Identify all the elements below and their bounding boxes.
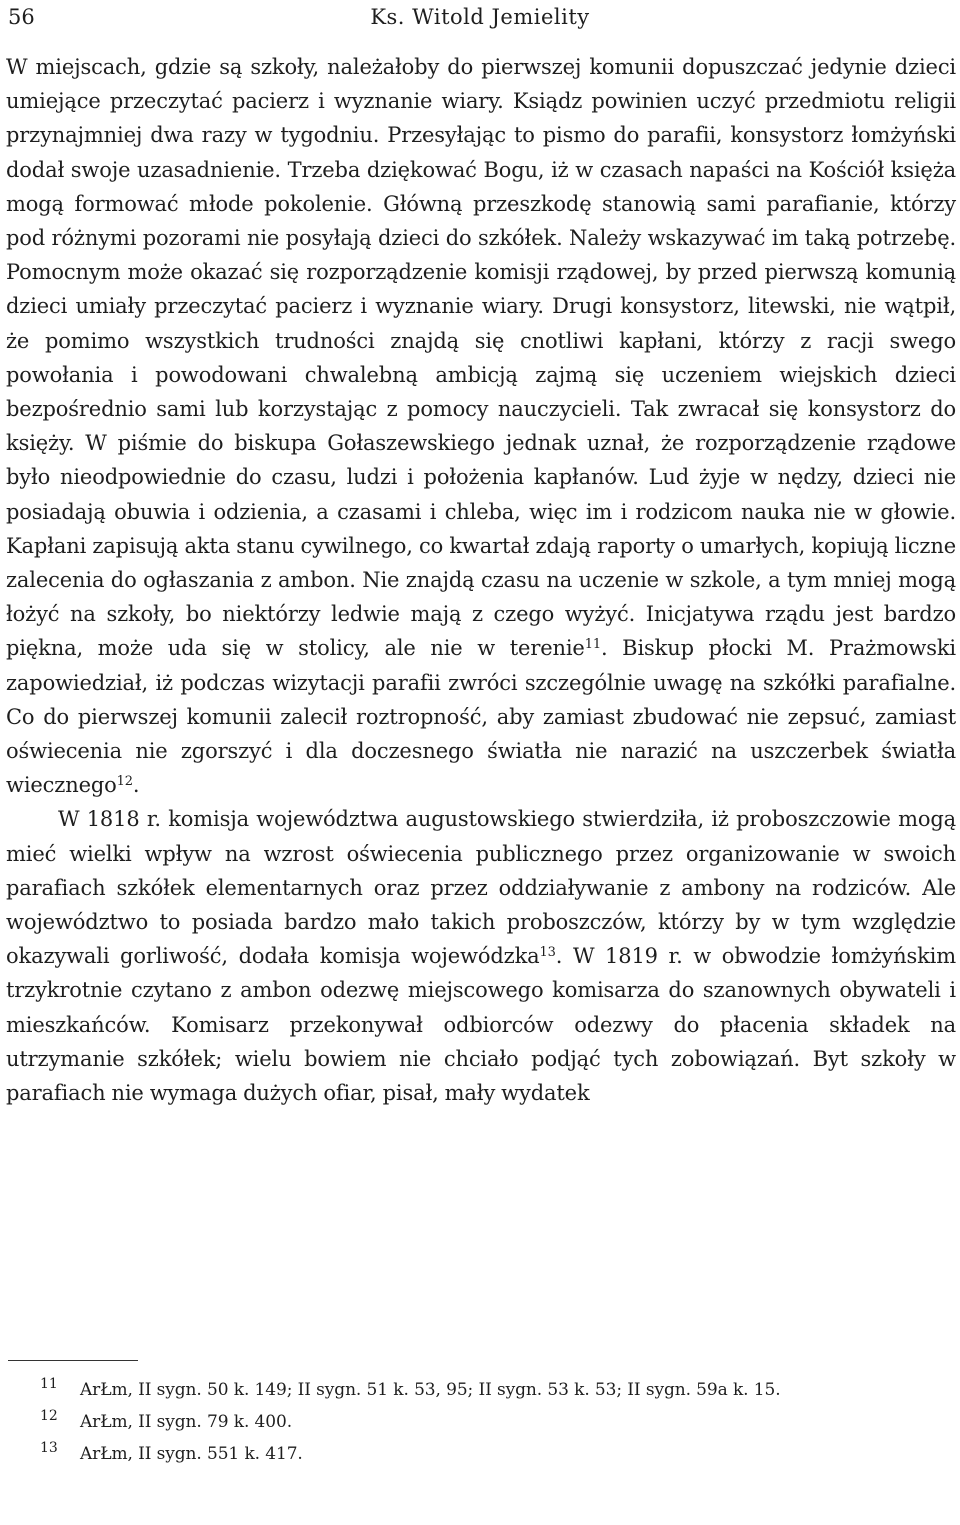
- text-run: . W 1819 r. w obwodzie łomżyńskim trzykrotnie czytano z ambon odezwę miejscowego komisarza do szanownych obywateli i mieszkańców. Komisarz przekonywał odbiorców odezwy do płacenia składek na utrzymanie szkółek; wielu bowiem nie chciało podjąć tych zobowiązań. Byt szkoły w parafiach nie wymaga dużych ofiar, pisał, mały wydatek: [6, 944, 956, 1106]
- paragraph-2: [6, 802, 956, 1110]
- text-run: W 1818 r. komisja województwa augustowskiego stwierdziła, iż proboszczowie mogą mieć wielki wpływ na wzrost oświecenia publicznego przez organizowanie w swoich parafiach szkółek elementarnych oraz przez oddziaływanie z ambony na rodziców. Ale województwo to posiada bardzo mało takich proboszczów, którzy by w tym względzie okazywali gorliwość, dodała komisja wojewódzka: [6, 807, 956, 969]
- footnote-separator: [8, 1360, 138, 1361]
- text-run: .: [132, 773, 140, 798]
- body-text: [6, 50, 956, 1110]
- page-number: 56: [8, 5, 35, 29]
- footnote-11: [0, 1374, 960, 1406]
- footnote-ref-11: 11: [584, 637, 601, 653]
- footnote-text: ArŁm, II sygn. 50 k. 149; II sygn. 51 k. 53, 95; II sygn. 53 k. 53; II sygn. 59a k. 15.: [80, 1380, 781, 1400]
- paragraph-1: [6, 50, 956, 802]
- text-run: W miejscach, gdzie są szkoły, należałoby do pierwszej komunii dopuszczać jedynie dzieci umiejące przeczytać pacierz i wyznanie wiary. Ksiądz powinien uczyć przedmiotu religii przynajmniej dwa razy w tygodniu. Przesyłając to pismo do parafii, konsystorz łomżyński dodał swoje uzasadnienie. Trzeba dziękować Bogu, iż w czasach napaści na Kościół księża mogą formować młode pokolenie. Główną przeszkodę stanowią sami parafianie, którzy pod różnymi pozorami nie posyłają dzieci do szkółek. Należy wskazywać im taką potrzebę. Pomocnym może okazać się rozporządzenie komisji rządowej, by przed pierwszą komunią dzieci umiały przeczytać pacierz i wyznanie wiary. Drugi konsystorz, litewski, nie wątpił, że pomimo wszystkich trudności znajdą się cnotliwi kapłani, którzy z racji swego powołania i powodowani chwalebną ambicją zajmą się uczeniem wiejskich dzieci bezpośrednio sami lub korzystając z pomocy nauczycieli. Tak zwracał się konsystorz do księży. W piśmie do biskupa Gołaszewskiego jednak uznał, że rozporządzenie rządowe było nieodpowiednie do czasu, ludzi i położenia kapłanów. Lud żyje w nędzy, dzieci nie posiadają obuwia i odzienia, a czasami i chleba, więc im i rodzicom nauka nie w głowie. Kapłani zapisują akta stanu cywilnego, co kwartał zdają raporty o umarłych, kopiują liczne zalecenia do ogłaszania z ambon. Nie znajdą czasu na uczenie w szkole, a tym mniej mogą łożyć na szkoły, bo niektórzy ledwie mają z czego wyżyć. Inicjatywa rządu jest bardzo piękna, może uda się w stolicy, ale nie w terenie: [6, 55, 956, 661]
- footnote-number: 11: [40, 1376, 58, 1392]
- footnote-12: [0, 1406, 960, 1438]
- footnote-number: 13: [40, 1440, 58, 1456]
- running-title: Ks. Witold Jemielity: [370, 5, 590, 29]
- text-run: . Biskup płocki M. Prażmowski zapowiedział, iż podczas wizytacji parafii zwróci szczególnie uwagę na szkółki parafialne. Co do pierwszej komunii zalecił roztropność, aby zamiast zbudować nie zepsuć, zamiast oświecenia nie zgorszyć i dla doczesnego światła nie narazić na uszczerbek światła wiecznego: [6, 636, 956, 798]
- footnotes: [0, 1374, 960, 1470]
- footnote-text: ArŁm, II sygn. 551 k. 417.: [80, 1444, 303, 1464]
- footnote-ref-13: 13: [539, 945, 556, 961]
- footnote-number: 12: [40, 1408, 58, 1424]
- footnote-ref-12: 12: [116, 774, 133, 790]
- running-head: [8, 2, 952, 32]
- footnote-text: ArŁm, II sygn. 79 k. 400.: [80, 1412, 293, 1432]
- footnote-13: [0, 1438, 960, 1470]
